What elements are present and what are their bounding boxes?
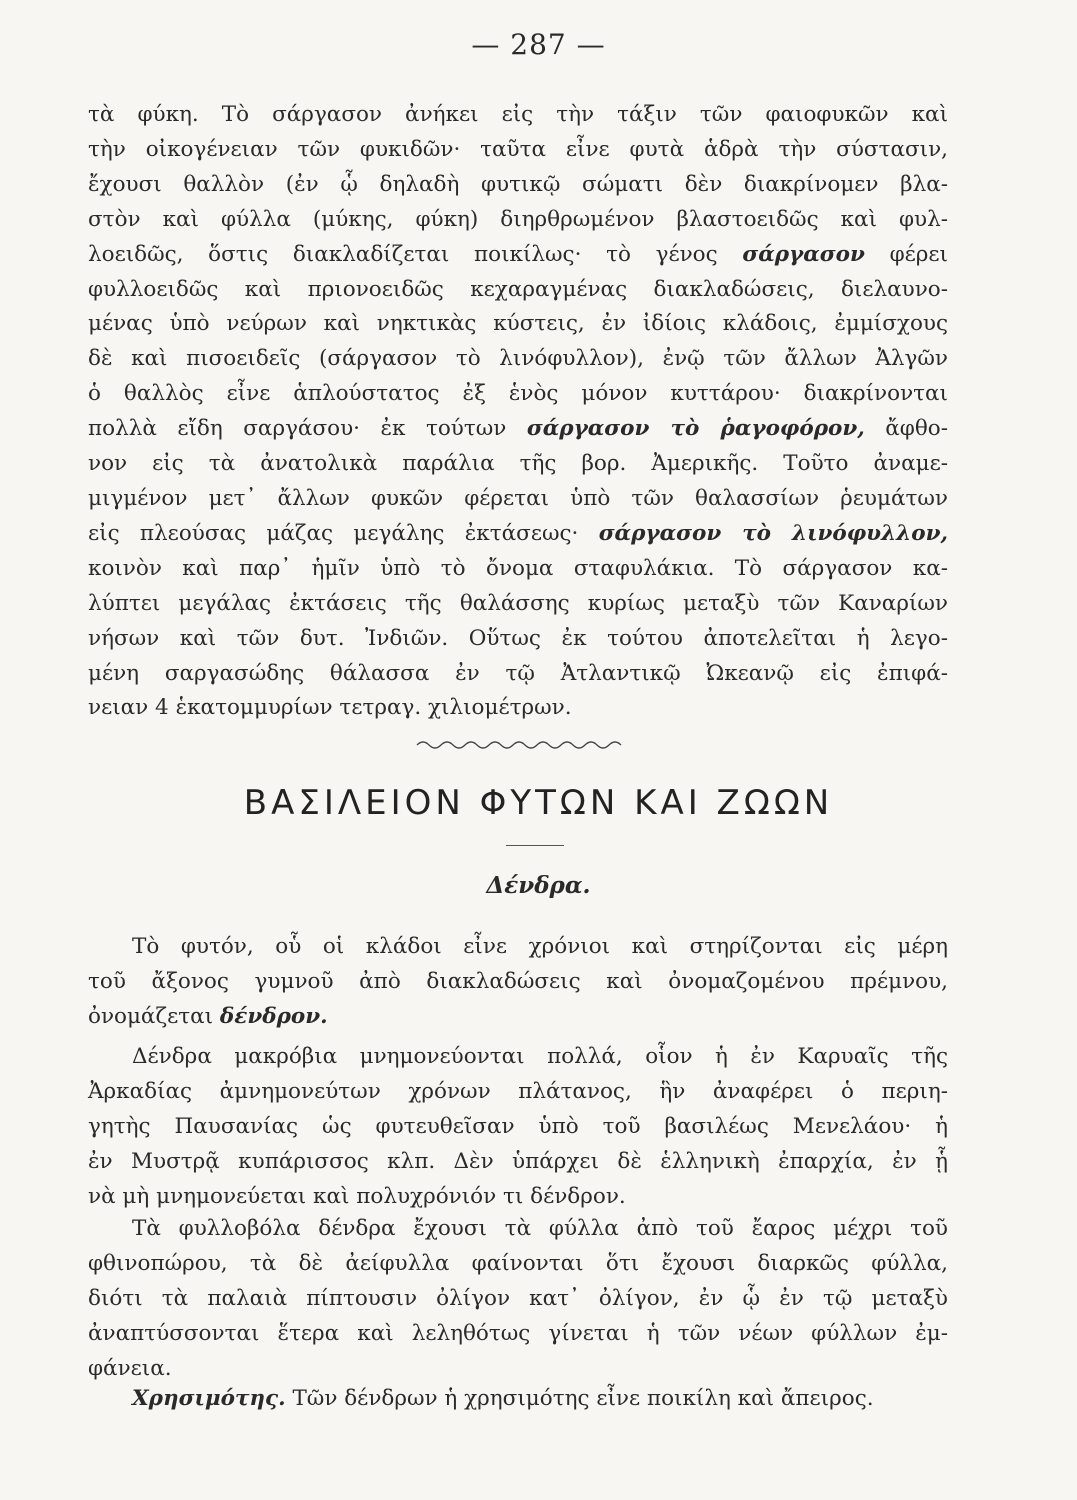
- paragraph-sargassum: [88, 98, 948, 726]
- paragraph-longevity: [88, 1040, 948, 1215]
- text-line: Τὸ φυτόν, οὗ οἱ κλάδοι εἶνε χρόνιοι καὶ στηρίζονται εἰς μέρη: [132, 934, 948, 959]
- text-line: νον εἰς τὰ ἀνατολικὰ παράλια τῆς βορ. Ἀμερικῆς. Τοῦτο ἀναμε-: [88, 451, 948, 477]
- page-number: — 287 —: [471, 28, 606, 61]
- text-line: κοινὸν καὶ παρ᾿ ἡμῖν ὑπὸ τὸ ὄνομα σταφυλάκια. Τὸ σάργασον κα-: [88, 555, 948, 581]
- text-line: νήσων καὶ τῶν δυτ. Ἰνδιῶν. Οὕτως ἐκ τούτου ἀποτελεῖται ἡ λεγο-: [88, 625, 948, 651]
- text-line: φάνεια.: [88, 1355, 172, 1381]
- text-line: [88, 1000, 948, 1035]
- text-line: μένας ὑπὸ νεύρων καὶ νηκτικὰς κύστεις, ἐν ἰδίοις κλάδοις, ἐμμίσχους: [88, 311, 948, 337]
- text-line: διότι τὰ παλαιὰ πίπτουσιν ὀλίγον κατ᾿ ὀλίγον, ἐν ᾧ ἐν τῷ μεταξὺ: [88, 1285, 948, 1311]
- text-line: τὴν οἰκογένειαν τῶν φυκιδῶν· ταῦτα εἶνε φυτὰ ἁδρὰ τὴν σύστασιν,: [88, 136, 948, 162]
- text-line: φθινοπώρου, τὰ δὲ ἀείφυλλα φαίνονται ὅτι ἔχουσι διαρκῶς φύλλα,: [88, 1250, 948, 1276]
- text-line: [88, 238, 948, 273]
- section-heading: ΒΑΣΙΛΕΙΟΝ ΦΥΤΩΝ ΚΑΙ ΖΩΩΝ: [243, 783, 834, 823]
- text-span: εἰς πλεούσας μάζας μεγάλης ἐκτάσεως·: [88, 520, 599, 546]
- text-span: ἄφθο-: [864, 416, 948, 442]
- text-line: ἔχουσι θαλλὸν (ἐν ᾧ δηλαδὴ φυτικῷ σώματι δὲν διακρίνομεν βλα-: [88, 171, 948, 197]
- text-line: ἐν Μυστρᾷ κυπάρισσος κλπ. Δὲν ὑπάρχει δὲ ἑλληνικὴ ἐπαρχία, ἐν ᾗ: [88, 1148, 948, 1174]
- text-line: [88, 517, 948, 552]
- text-line: μιγμένον μετ᾿ ἄλλων φυκῶν φέρεται ὑπὸ τῶν θαλασσίων ῥευμάτων: [88, 485, 948, 511]
- text-span: ὀνομάζεται: [88, 1003, 220, 1029]
- emphasized-term: σάργασον: [742, 241, 865, 267]
- text-line: τοῦ ἄξονος γυμνοῦ ἀπὸ διακλαδώσεις καὶ ὀνομαζομένου πρέμνου,: [88, 968, 948, 994]
- text-line: νειαν 4 ἑκατομμυρίων τετραγ. χιλιομέτρων.: [88, 695, 572, 721]
- emphasized-term: δένδρον.: [219, 1003, 328, 1029]
- text-line: Ἀρκαδίας ἀμνημονεύτων χρόνων πλάτανος, ἣν ἀναφέρει ὁ περιη-: [88, 1078, 948, 1104]
- text-line: δὲ καὶ πισοειδεῖς (σάργασον τὸ λινόφυλλον), ἐνῷ τῶν ἄλλων Ἀλγῶν: [88, 346, 948, 372]
- text-span: φέρει: [864, 241, 948, 267]
- text-line: λύπτει μεγάλας ἐκτάσεις τῆς θαλάσσης κυρίως μεταξὺ τῶν Καναρίων: [88, 590, 948, 616]
- heading-rule: [506, 845, 564, 846]
- text-line: Τὰ φυλλοβόλα δένδρα ἔχουσι τὰ φύλλα ἀπὸ τοῦ ἔαρος μέχρι τοῦ: [132, 1216, 948, 1241]
- text-line: νὰ μὴ μνημονεύεται καὶ πολυχρόνιόν τι δένδρον.: [88, 1183, 626, 1209]
- text-line: [88, 1382, 948, 1417]
- text-line: [88, 412, 948, 447]
- text-line: μένη σαργασώδης θάλασσα ἐν τῷ Ἀτλαντικῷ Ὠκεανῷ εἰς ἐπιφά-: [88, 660, 948, 686]
- text-line: ὁ θαλλὸς εἶνε ἁπλούστατος ἐξ ἑνὸς μόνον κυττάρου· διακρίνονται: [88, 381, 948, 407]
- text-span: λοειδῶς, ὅστις διακλαδίζεται ποικίλως· τὸ γένος: [88, 241, 743, 267]
- emphasized-term: σάργασον τὸ λινόφυλλον,: [598, 520, 948, 546]
- paragraph-usefulness: [88, 1382, 948, 1417]
- emphasized-term: σάργασον τὸ ῥαγοφόρον,: [526, 416, 865, 442]
- text-line: τὰ φύκη. Τὸ σάργασον ἀνήκει εἰς τὴν τάξιν τῶν φαιοφυκῶν καὶ: [88, 102, 948, 127]
- emphasized-term: Χρησιμότης.: [132, 1386, 286, 1411]
- wavy-rule-ornament: [415, 737, 625, 753]
- paragraph-deciduous: [88, 1212, 948, 1387]
- text-line: ἀναπτύσσονται ἕτερα καὶ λεληθότως γίνεται ἡ τῶν νέων φύλλων ἐμ-: [88, 1320, 948, 1346]
- text-span: πολλὰ εἴδη σαργάσου· ἐκ τούτων: [88, 416, 527, 442]
- text-line: φυλλοειδῶς καὶ πριονοειδῶς κεχαραγμένας διακλαδώσεις, διελαυνο-: [88, 276, 948, 302]
- text-span: Τῶν δένδρων ἡ χρησιμότης εἶνε ποικίλη καὶ ἄπειρος.: [285, 1386, 874, 1411]
- text-line: γητὴς Παυσανίας ὡς φυτευθεῖσαν ὑπὸ τοῦ βασιλέως Μενελάου· ἡ: [88, 1113, 948, 1139]
- text-line: Δένδρα μακρόβια μνημονεύονται πολλά, οἷον ἡ ἐν Καρυαῖς τῆς: [132, 1044, 948, 1069]
- paragraph-tree-definition: [88, 930, 948, 1035]
- subheading: Δένδρα.: [486, 872, 591, 899]
- text-line: στὸν καὶ φύλλα (μύκης, φύκη) διηρθρωμένον βλαστοειδῶς καὶ φυλ-: [88, 206, 948, 232]
